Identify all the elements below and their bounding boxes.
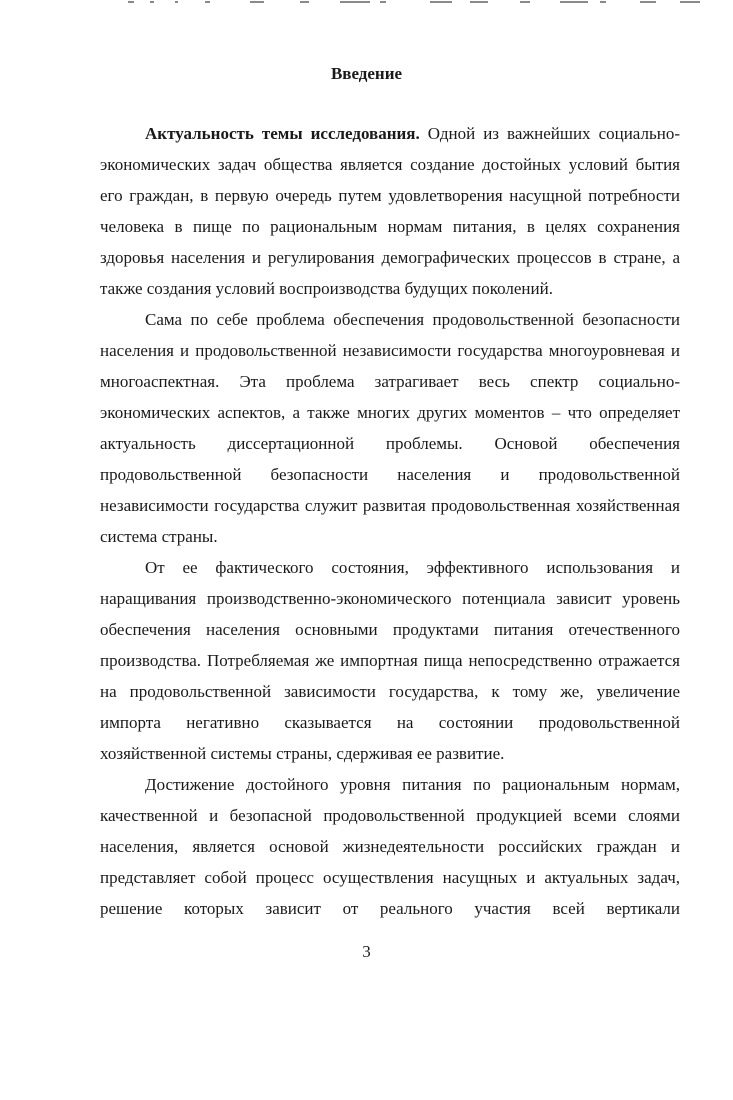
paragraph: От ее фактического состояния, эффективного использования и наращивания производственно-экономического потенциала зависит уровень обеспечения населения основными продуктами питания отечественного производства. Потребляемая же импортная пища непосредственно отражается на продовольственной зависимости государства, к тому же, увеличение импорта негативно сказывается на состоянии продовольственной хозяйственной системы страны, сдерживая ее развитие.: [100, 558, 680, 763]
scan-edge-artifacts: [0, 0, 733, 6]
paragraph-lead: Актуальность темы исследования.: [145, 124, 420, 143]
paragraph: Достижение достойного уровня питания по рациональным нормам, качественной и безопасной продовольственной продукцией всеми слоями населения, является основой жизнедеятельности российских граждан и представляет собой процесс осуществления насущных и актуальных задач, решение которых зависит от реального участия всей вертикали: [100, 775, 680, 918]
paragraph: Сама по себе проблема обеспечения продовольственной безопасности населения и продовольственной независимости государства многоуровневая и многоаспектная. Эта проблема затрагивает весь спектр социально-экономических аспектов, а также многих других моментов – что определяет актуальность диссертационной проблемы. Основой обеспечения продовольственной безопасности населения и продовольственной независимости государства служит развитая продовольственная хозяйственная система страны.: [100, 310, 680, 546]
paragraph: [100, 118, 680, 304]
document-body: [100, 118, 680, 924]
paragraph-text: Одной из важнейших социально-экономических задач общества является создание достойных условий бытия его граждан, в первую очередь путем удовлетворения насущной потребности человека в пище по рациональным нормам питания, в целях сохранения здоровья населения и регулирования демографических процессов в стране, а также создания условий воспроизводства будущих поколений.: [100, 124, 681, 298]
page-title: Введение: [330, 64, 403, 83]
page-number: 3: [362, 942, 371, 961]
